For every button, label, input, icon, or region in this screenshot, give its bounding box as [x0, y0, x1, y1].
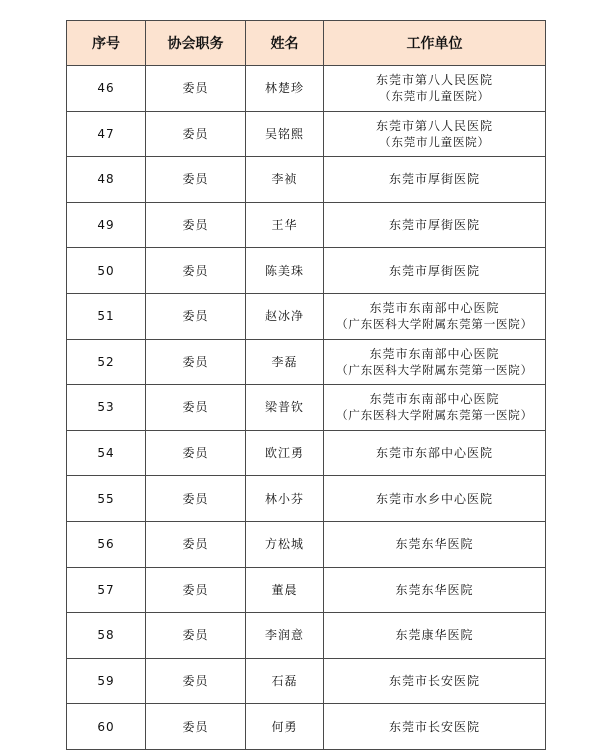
work-unit-name: 东莞市长安医院 [388, 674, 480, 689]
cell-work-unit [324, 111, 546, 157]
table-row [67, 248, 546, 294]
work-unit-alias: （广东医科大学附属东莞第一医院） [336, 408, 533, 423]
work-unit-name: 东莞市厚街医院 [388, 218, 480, 233]
table-row [67, 521, 546, 567]
work-unit-name: 东莞康华医院 [395, 628, 474, 643]
cell-serial-number: 57 [67, 567, 146, 613]
table-header-row [67, 21, 546, 66]
header-association-role: 协会职务 [146, 21, 246, 66]
cell-association-role: 委员 [146, 567, 246, 613]
table-row [67, 430, 546, 476]
cell-association-role: 委员 [146, 476, 246, 522]
cell-association-role: 委员 [146, 658, 246, 704]
table-body [67, 66, 546, 750]
cell-name: 林小芬 [246, 476, 324, 522]
cell-work-unit [324, 248, 546, 294]
work-unit-name: 东莞东华医院 [395, 582, 474, 597]
work-unit-name: 东莞市东南部中心医院 [369, 392, 500, 407]
cell-association-role: 委员 [146, 66, 246, 112]
table-row [67, 111, 546, 157]
cell-work-unit [324, 385, 546, 431]
cell-name: 赵冰净 [246, 293, 324, 339]
cell-association-role: 委员 [146, 293, 246, 339]
cell-work-unit [324, 339, 546, 385]
header-name: 姓名 [246, 21, 324, 66]
cell-work-unit [324, 202, 546, 248]
cell-name: 吴铭熙 [246, 111, 324, 157]
table-row [67, 157, 546, 203]
cell-name: 李润意 [246, 613, 324, 659]
cell-name: 董晨 [246, 567, 324, 613]
work-unit-name: 东莞市第八人民医院 [375, 118, 493, 133]
cell-association-role: 委员 [146, 521, 246, 567]
cell-name: 陈美珠 [246, 248, 324, 294]
cell-name: 石磊 [246, 658, 324, 704]
table-row [67, 66, 546, 112]
table-row [67, 567, 546, 613]
cell-work-unit [324, 430, 546, 476]
cell-serial-number: 60 [67, 704, 146, 750]
cell-association-role: 委员 [146, 613, 246, 659]
table-row [67, 339, 546, 385]
cell-association-role: 委员 [146, 430, 246, 476]
cell-work-unit [324, 704, 546, 750]
cell-name: 李磊 [246, 339, 324, 385]
cell-name: 梁普钦 [246, 385, 324, 431]
table-row [67, 385, 546, 431]
cell-name: 林楚珍 [246, 66, 324, 112]
cell-serial-number: 47 [67, 111, 146, 157]
cell-name: 方松城 [246, 521, 324, 567]
cell-name: 何勇 [246, 704, 324, 750]
work-unit-name: 东莞市东南部中心医院 [369, 346, 500, 361]
work-unit-alias: （东莞市儿童医院） [379, 134, 490, 149]
committee-member-table [66, 20, 546, 750]
cell-work-unit [324, 476, 546, 522]
table-row [67, 704, 546, 750]
cell-serial-number: 54 [67, 430, 146, 476]
cell-serial-number: 53 [67, 385, 146, 431]
cell-work-unit [324, 66, 546, 112]
cell-association-role: 委员 [146, 248, 246, 294]
cell-name: 王华 [246, 202, 324, 248]
cell-association-role: 委员 [146, 339, 246, 385]
cell-work-unit [324, 658, 546, 704]
cell-association-role: 委员 [146, 202, 246, 248]
cell-work-unit [324, 293, 546, 339]
table-row [67, 202, 546, 248]
cell-association-role: 委员 [146, 704, 246, 750]
work-unit-name: 东莞市水乡中心医院 [375, 491, 493, 506]
cell-name: 李祯 [246, 157, 324, 203]
table-row [67, 476, 546, 522]
cell-work-unit [324, 567, 546, 613]
work-unit-name: 东莞市厚街医院 [388, 172, 480, 187]
work-unit-name: 东莞市第八人民医院 [375, 73, 493, 88]
header-serial-number: 序号 [67, 21, 146, 66]
work-unit-alias: （广东医科大学附属东莞第一医院） [336, 362, 533, 377]
cell-association-role: 委员 [146, 111, 246, 157]
cell-serial-number: 52 [67, 339, 146, 385]
work-unit-name: 东莞东华医院 [395, 537, 474, 552]
table-row [67, 658, 546, 704]
table-row [67, 613, 546, 659]
work-unit-alias: （广东医科大学附属东莞第一医院） [336, 317, 533, 332]
work-unit-alias: （东莞市儿童医院） [379, 89, 490, 104]
cell-name: 欧江勇 [246, 430, 324, 476]
cell-association-role: 委员 [146, 157, 246, 203]
cell-serial-number: 49 [67, 202, 146, 248]
work-unit-name: 东莞市东部中心医院 [375, 446, 493, 461]
cell-serial-number: 51 [67, 293, 146, 339]
work-unit-name: 东莞市长安医院 [388, 719, 480, 734]
cell-serial-number: 58 [67, 613, 146, 659]
cell-work-unit [324, 521, 546, 567]
cell-association-role: 委员 [146, 385, 246, 431]
cell-work-unit [324, 157, 546, 203]
work-unit-name: 东莞市东南部中心医院 [369, 301, 500, 316]
header-work-unit: 工作单位 [324, 21, 546, 66]
work-unit-name: 东莞市厚街医院 [388, 263, 480, 278]
cell-serial-number: 50 [67, 248, 146, 294]
cell-serial-number: 48 [67, 157, 146, 203]
cell-serial-number: 56 [67, 521, 146, 567]
cell-serial-number: 46 [67, 66, 146, 112]
cell-work-unit [324, 613, 546, 659]
cell-serial-number: 55 [67, 476, 146, 522]
table-row [67, 293, 546, 339]
cell-serial-number: 59 [67, 658, 146, 704]
